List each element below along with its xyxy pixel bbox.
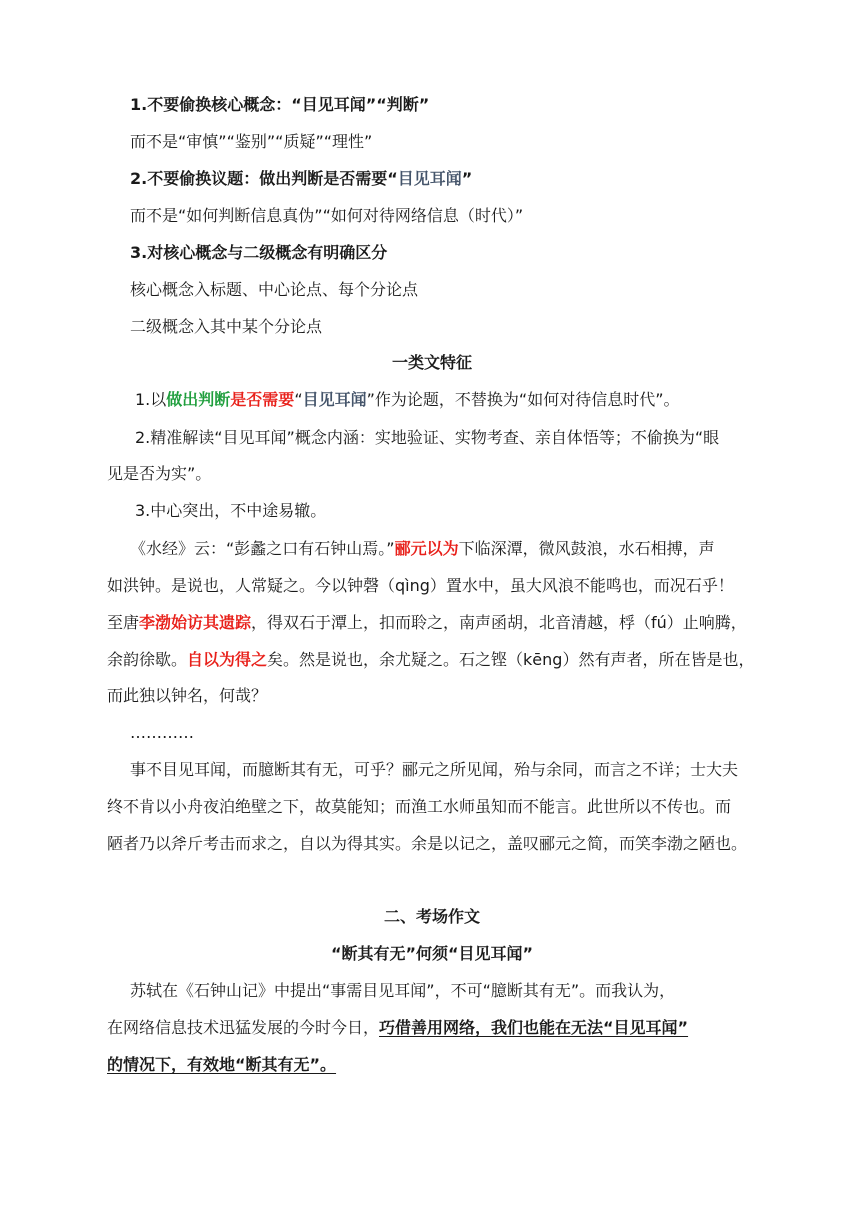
- passage-line: 如洪钟。是说也，人常疑之。今以钟磬（qìng）置水中，虽大风浪不能鸣也，而况石乎！: [107, 576, 734, 595]
- feature-2-line-2: 见是否为实”。: [107, 464, 212, 483]
- essay-text: 在网络信息技术迅猛发展的今时今日，: [107, 1018, 380, 1037]
- passage-ellipsis: …………: [130, 723, 194, 742]
- passage-text: 《水经》云：“彭蠡之口有石钟山焉。”: [130, 539, 395, 558]
- text-line: 而不是“如何判断信息真伪”“如何对待网络信息（时代）”: [130, 206, 524, 225]
- section-title: 一类文特征: [391, 353, 472, 372]
- text-line: 而不是“审慎”“鉴别”“质疑”“理性”: [130, 132, 373, 151]
- passage-highlight: 自以为得之: [187, 650, 268, 669]
- feature-1-red: 是否需要: [230, 390, 295, 409]
- text-line: 二级概念入其中某个分论点: [130, 317, 323, 336]
- passage-line: 事不目见耳闻，而臆断其有无，可乎？郦元之所见闻，殆与余同，而言之不详；士大夫: [130, 760, 739, 779]
- heading-2-keyword: 目见耳闻: [397, 169, 462, 188]
- heading-2-text: 2.不要偷换议题：做出判断是否需要“: [130, 169, 398, 188]
- passage-line: 而此独以钟名，何哉？: [107, 686, 268, 705]
- passage-line: [107, 650, 757, 670]
- heading-2-quote: ”: [461, 169, 473, 188]
- passage-line: [107, 613, 757, 633]
- feature-1-keyword: 目见耳闻: [302, 390, 367, 409]
- essay-line: [107, 1018, 757, 1038]
- essay-line: 苏轼在《石钟山记》中提出“事需目见耳闻”，不可“臆断其有无”。而我认为，: [130, 981, 676, 1000]
- passage-highlight: 郦元以为: [394, 539, 459, 558]
- passage-line: [130, 539, 780, 559]
- feature-2-line-1: 2.精准解读“目见耳闻”概念内涵：实地验证、实物考查、亲自体悟等；不偷换为“眼: [135, 428, 720, 447]
- feature-1-suffix: ”作为论题，不替换为“如何对待信息时代”。: [366, 390, 680, 409]
- feature-1: [135, 390, 785, 410]
- feature-3: 3.中心突出，不中途易辙。: [135, 501, 327, 520]
- feature-1-green: 做出判断: [166, 390, 231, 409]
- passage-highlight: 李渤始访其遗踪: [139, 613, 252, 632]
- heading-2: [130, 169, 780, 189]
- text-line: 核心概念入标题、中心论点、每个分论点: [130, 280, 419, 299]
- heading-3: 3.对核心概念与二级概念有明确区分: [130, 243, 388, 262]
- passage-text: 至唐: [107, 613, 140, 632]
- feature-1-prefix: 1.以: [135, 390, 167, 409]
- essay-thesis: 巧借善用网络，我们也能在无法“目见耳闻”: [379, 1018, 689, 1037]
- essay-title: “断其有无”何须“目见耳闻”: [330, 944, 534, 963]
- passage-line: 终不肯以小舟夜泊绝壁之下，故莫能知；而渔工水师虽知而不能言。此世所以不传也。而: [107, 797, 732, 816]
- heading-1: 1.不要偷换核心概念：“目见耳闻”“判断”: [130, 95, 430, 114]
- passage-line: 陋者乃以斧斤考击而求之，自以为得其实。余是以记之，盖叹郦元之简，而笑李渤之陋也。: [107, 834, 748, 853]
- passage-text: 余韵徐歇。: [107, 650, 188, 669]
- essay-section-title: 二、考场作文: [383, 907, 480, 926]
- passage-text: ，得双石于潭上，扣而聆之，南声函胡，北音清越，桴（fú）止响腾，: [251, 613, 747, 632]
- feature-1-quote: “: [294, 390, 303, 409]
- passage-text: 下临深潭，微风鼓浪，水石相搏，声: [458, 539, 715, 558]
- passage-text: 矣。然是说也，余尤疑之。石之铿（kēng）然有声者，所在皆是也，: [267, 650, 755, 669]
- essay-thesis-line: 的情况下，有效地“断其有无”。: [107, 1055, 337, 1074]
